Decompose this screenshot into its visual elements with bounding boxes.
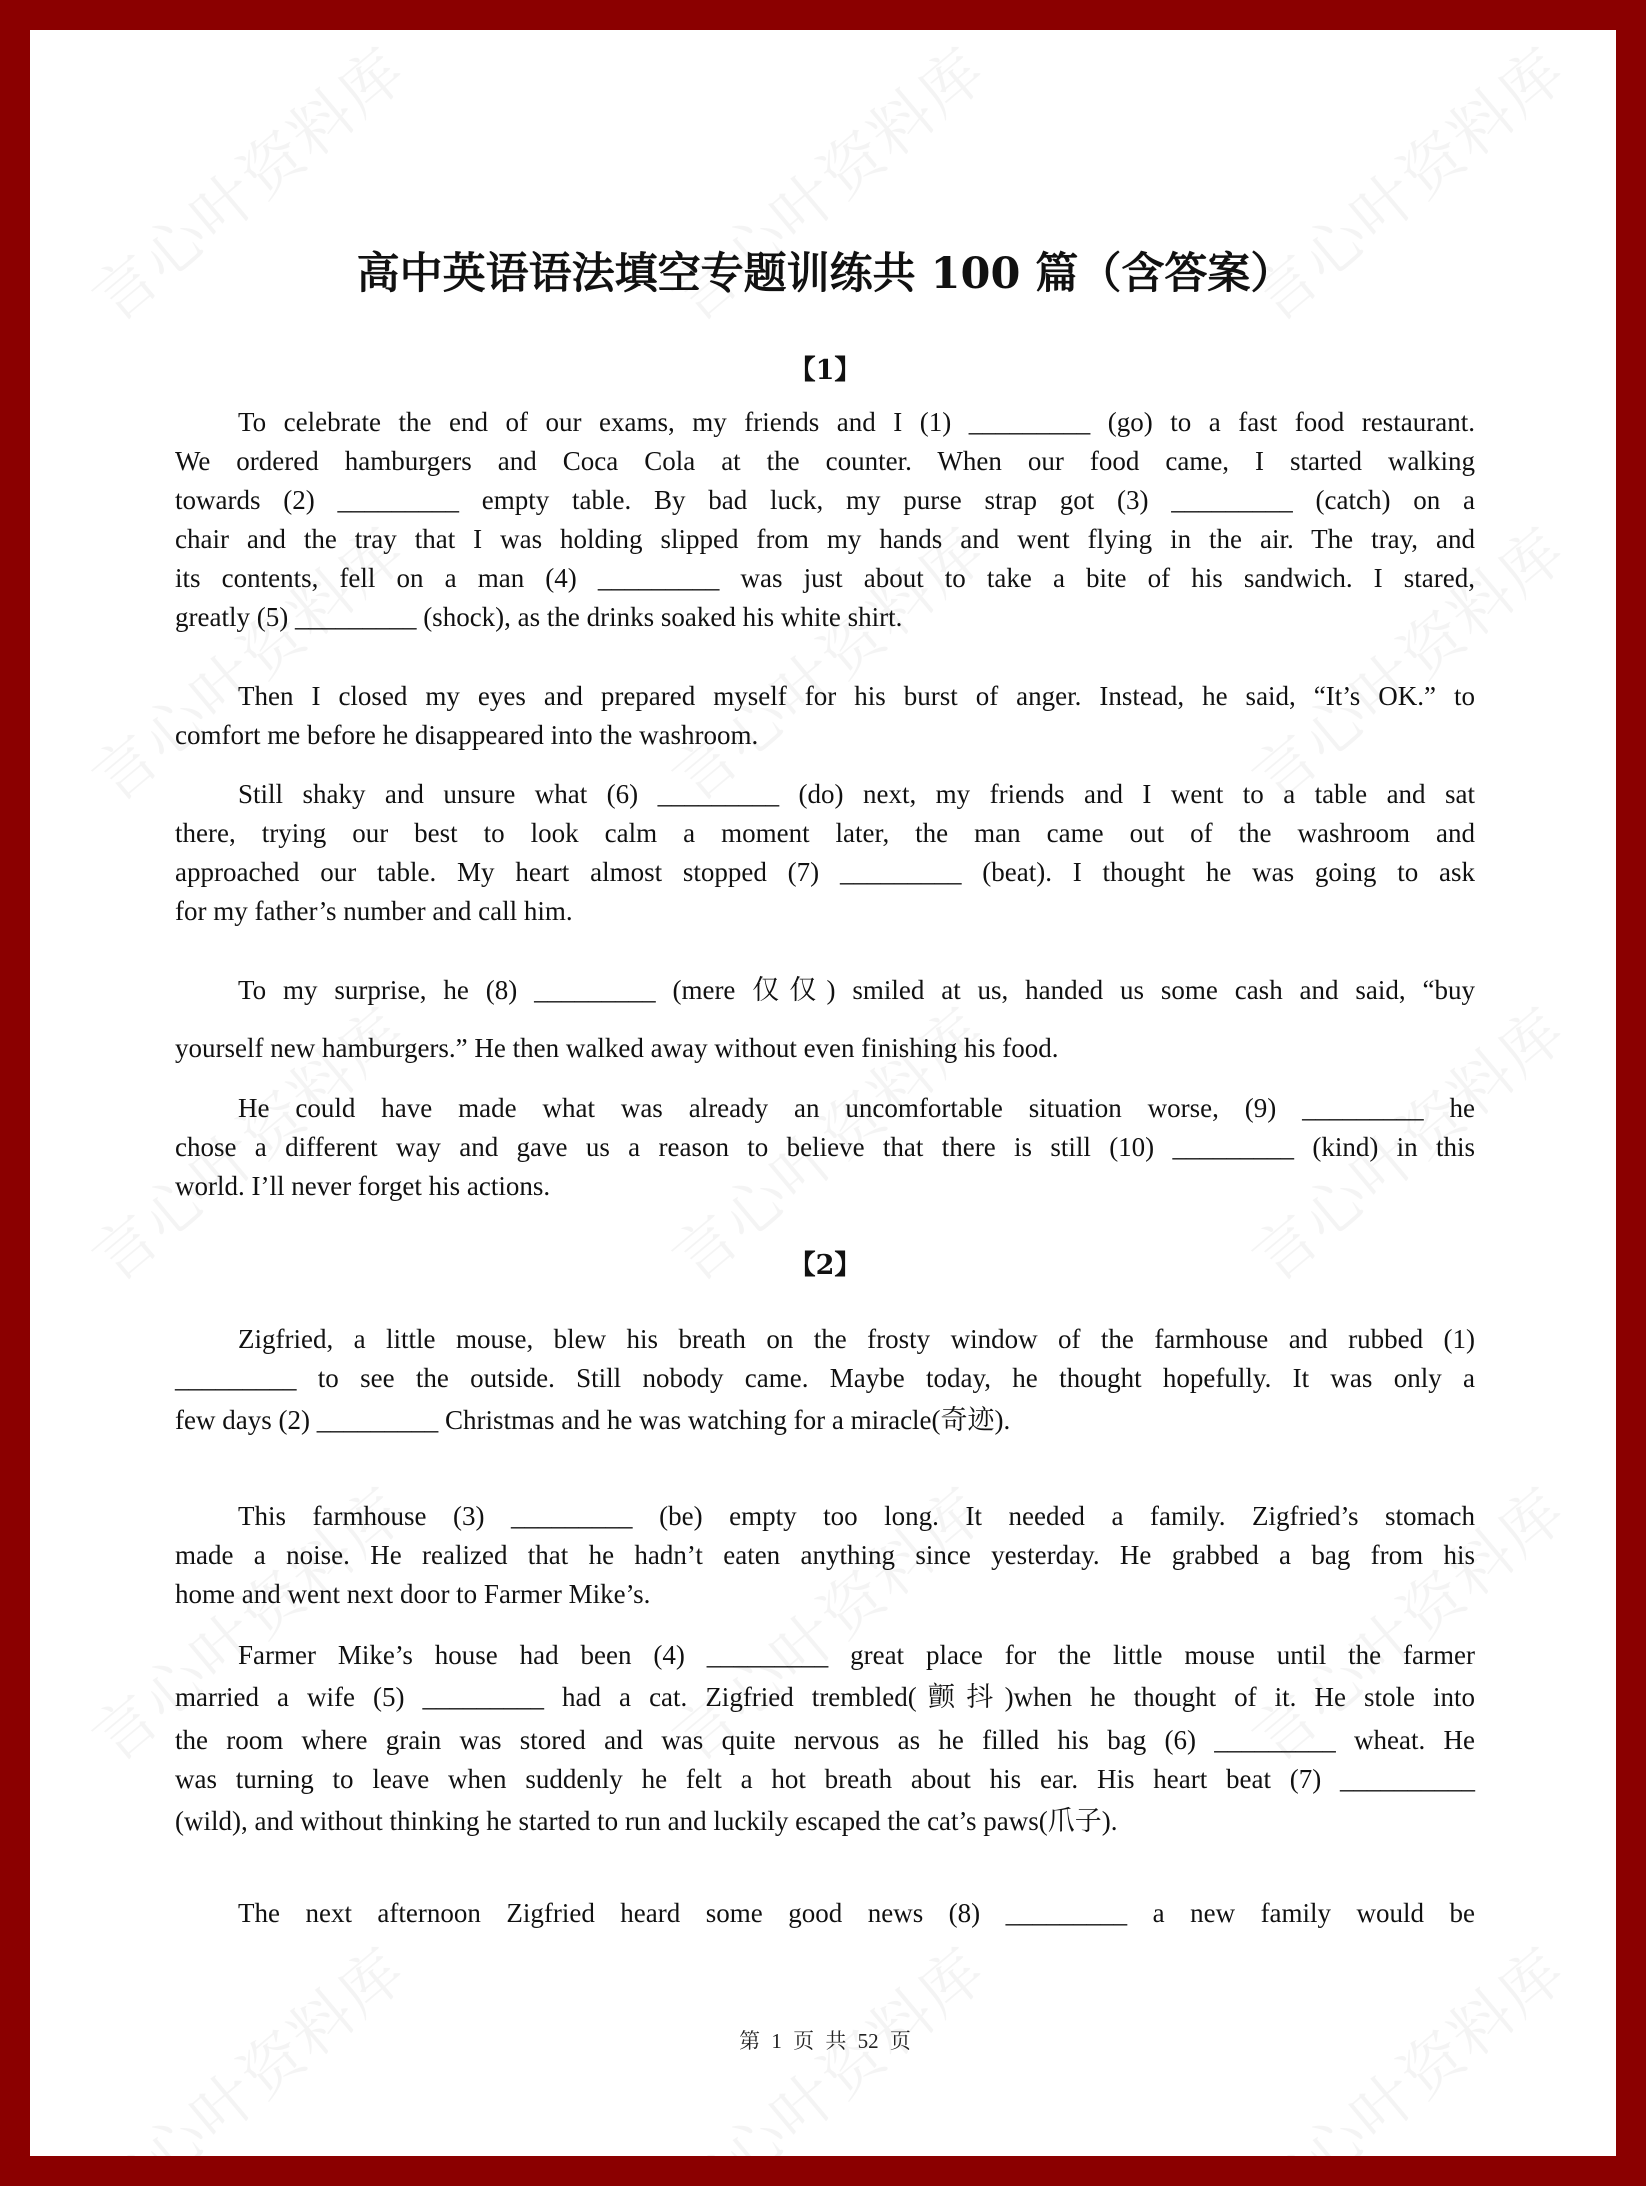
text-line: chair and the tray that I was holding slipped from my hands and went flying in the air. The tray, and <box>175 524 1475 554</box>
text-line: (wild), and without thinking he started to run and luckily escaped the cat’s paws(爪子). <box>175 1806 1118 1836</box>
text-line: He could have made what was already an uncomfortable situation worse, (9) _________ he <box>238 1093 1475 1123</box>
text-line: chose a different way and gave us a reason to believe that there is still (10) _________ (kind) in this <box>175 1132 1475 1162</box>
text-line: approached our table. My heart almost stopped (7) _________ (beat). I thought he was going to ask <box>175 857 1475 887</box>
text-line: for my father’s number and call him. <box>175 896 573 926</box>
paragraph <box>175 971 1475 1068</box>
text-line: there, trying our best to look calm a moment later, the man came out of the washroom and <box>175 818 1475 848</box>
text-line: few days (2) _________ Christmas and he was watching for a miracle(奇迹). <box>175 1405 1011 1435</box>
paragraph <box>175 677 1475 755</box>
text-line: Then I closed my eyes and prepared myself for his burst of anger. Instead, he said, “It’s OK.” to <box>238 681 1475 711</box>
paragraph <box>175 403 1475 637</box>
text-line: This farmhouse (3) _________ (be) empty too long. It needed a family. Zigfried’s stomach <box>238 1501 1475 1531</box>
paragraph <box>175 1089 1475 1206</box>
text-line: comfort me before he disappeared into the washroom. <box>175 720 759 750</box>
text-line: The next afternoon Zigfried heard some good news (8) _________ a new family would be <box>238 1898 1475 1928</box>
document-page <box>30 30 1616 2156</box>
text-line: We ordered hamburgers and Coca Cola at the counter. When our food came, I started walking <box>175 446 1475 476</box>
text-line: To celebrate the end of our exams, my friends and I (1) _________ (go) to a fast food restaurant. <box>238 407 1475 437</box>
section-label: 【1】 <box>788 355 862 386</box>
page-footer: 第 1 页 共 52 页 <box>739 2029 911 2053</box>
text-line: greatly (5) _________ (shock), as the drinks soaked his white shirt. <box>175 602 903 632</box>
text-line: To my surprise, he (8) _________ (mere 仅仅) smiled at us, handed us some cash and said, “buy <box>238 975 1475 1005</box>
text-line: was turning to leave when suddenly he felt a hot breath about his ear. His heart beat (7) __________ <box>175 1764 1475 1794</box>
text-line: the room where grain was stored and was quite nervous as he filled his bag (6) _________ wheat. He <box>175 1725 1475 1755</box>
text-line: its contents, fell on a man (4) _________ was just about to take a bite of his sandwich. I stared, <box>175 563 1475 593</box>
text-line: married a wife (5) _________ had a cat. Zigfried trembled(颤抖)when he thought of it. He stole into <box>175 1682 1475 1712</box>
text-line: world. I’ll never forget his actions. <box>175 1171 551 1201</box>
document-title: 高中英语语法填空专题训练共 100 篇（含答案） <box>356 249 1294 299</box>
text-line: Farmer Mike’s house had been (4) _________ great place for the little mouse until the farmer <box>238 1640 1475 1670</box>
paragraph <box>175 1320 1475 1440</box>
section-label: 【2】 <box>788 1250 862 1281</box>
paragraph <box>175 1894 1475 1933</box>
text-line: home and went next door to Farmer Mike’s. <box>175 1579 651 1609</box>
text-line: towards (2) _________ empty table. By bad luck, my purse strap got (3) _________ (catch) on a <box>175 485 1475 515</box>
text-line: Zigfried, a little mouse, blew his breath on the frosty window of the farmhouse and rubbed (1) <box>238 1324 1475 1354</box>
text-line: _________ to see the outside. Still nobody came. Maybe today, he thought hopefully. It was only a <box>175 1363 1475 1393</box>
text-line: made a noise. He realized that he hadn’t eaten anything since yesterday. He grabbed a bag from his <box>175 1540 1475 1570</box>
paragraph <box>175 1497 1475 1614</box>
paragraph <box>175 1636 1475 1841</box>
text-line: yourself new hamburgers.” He then walked away without even finishing his food. <box>175 1033 1059 1063</box>
text-line: Still shaky and unsure what (6) _________ (do) next, my friends and I went to a table and sat <box>238 779 1475 809</box>
paragraph <box>175 775 1475 931</box>
